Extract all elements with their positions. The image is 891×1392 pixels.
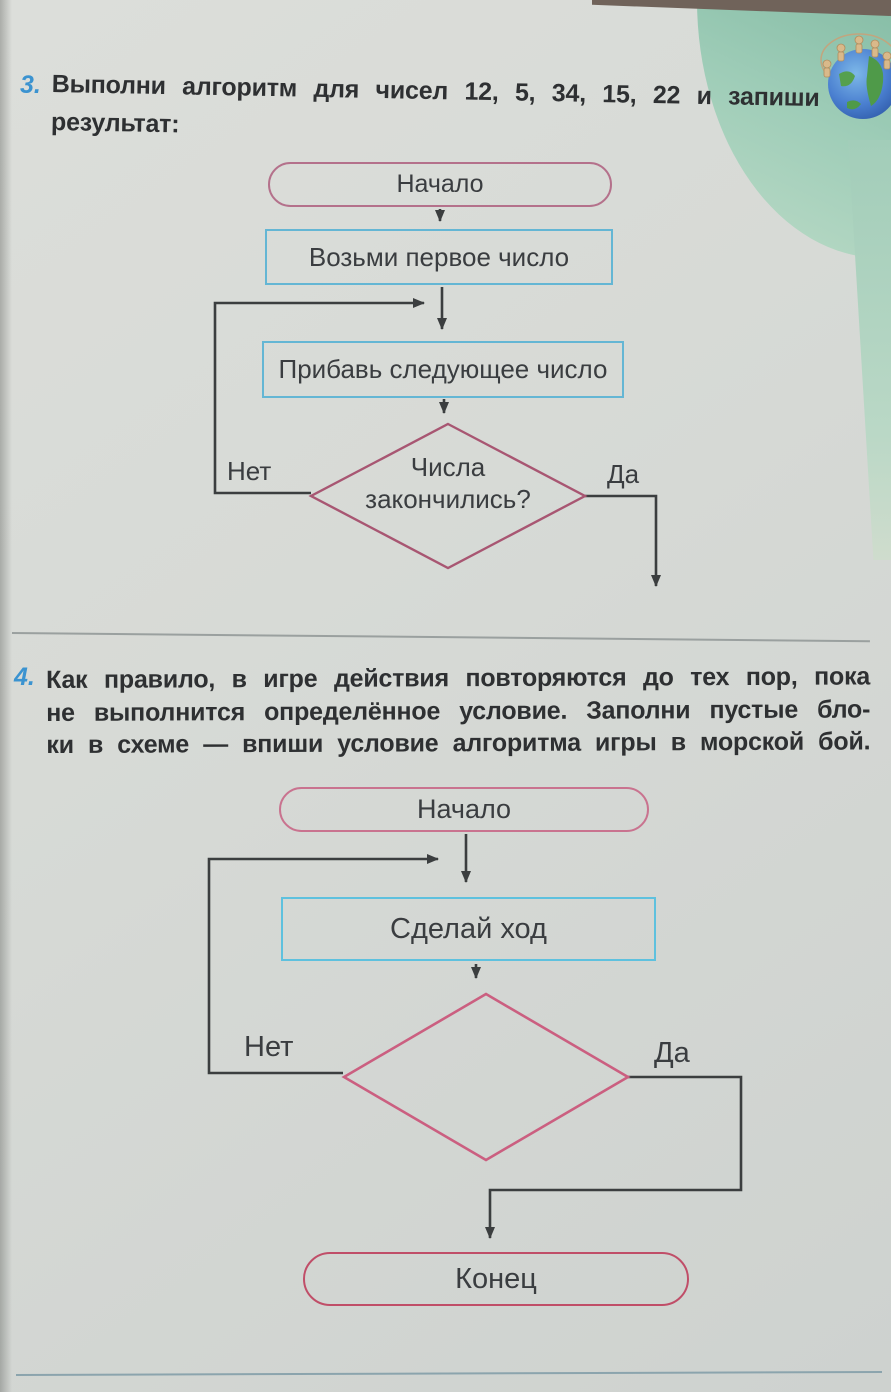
page-left-shadow	[0, 0, 12, 1392]
task-4-line-2: не выполнится определённое условие. Заполни пустые бло-	[46, 694, 871, 727]
task-3-line-1: Выполни алгоритм для чисел 12, 5, 34, 15, 22 и запиши	[51, 70, 820, 113]
bottom-divider	[16, 1371, 882, 1376]
globe-icon	[817, 22, 891, 122]
start-terminator-task4: Начало	[279, 787, 649, 832]
task-3-line-2: результат:	[50, 107, 180, 139]
task-4-number: 4.	[14, 663, 35, 691]
task-4-instructions	[46, 660, 870, 761]
yes-to-end-connector	[490, 1077, 741, 1238]
task-3-number: 3.	[20, 71, 41, 99]
task-4-line-1: Как правило, в игре действия повторяются до тех пор, пока	[46, 662, 871, 694]
process-box-add-next-number: Прибавь следующее число	[262, 341, 624, 398]
decision-text-line2: закончились?	[365, 484, 531, 514]
task-4-line-3: ки в схеме — впиши условие алгоритма игры в морской бой.	[46, 727, 871, 759]
decision-text-line1: Числа	[410, 452, 486, 482]
branch-label-yes-task4: Да	[654, 1037, 690, 1069]
section-divider	[12, 632, 870, 642]
start-terminator-task3: Начало	[268, 162, 612, 207]
branch-label-no-task4: Нет	[244, 1031, 294, 1063]
task-3-instructions	[51, 70, 820, 151]
branch-label-no-task3: Нет	[227, 456, 272, 486]
decision-diamond-task4	[344, 994, 628, 1160]
yes-exit-connector-1	[585, 496, 656, 586]
process-box-make-move: Сделай ход	[281, 897, 656, 961]
process-box-take-first-number: Возьми первое число	[265, 229, 613, 285]
branch-label-yes-task3: Да	[607, 459, 640, 489]
end-terminator-task4: Конец	[303, 1252, 689, 1306]
decision-text-task3	[330, 451, 566, 515]
